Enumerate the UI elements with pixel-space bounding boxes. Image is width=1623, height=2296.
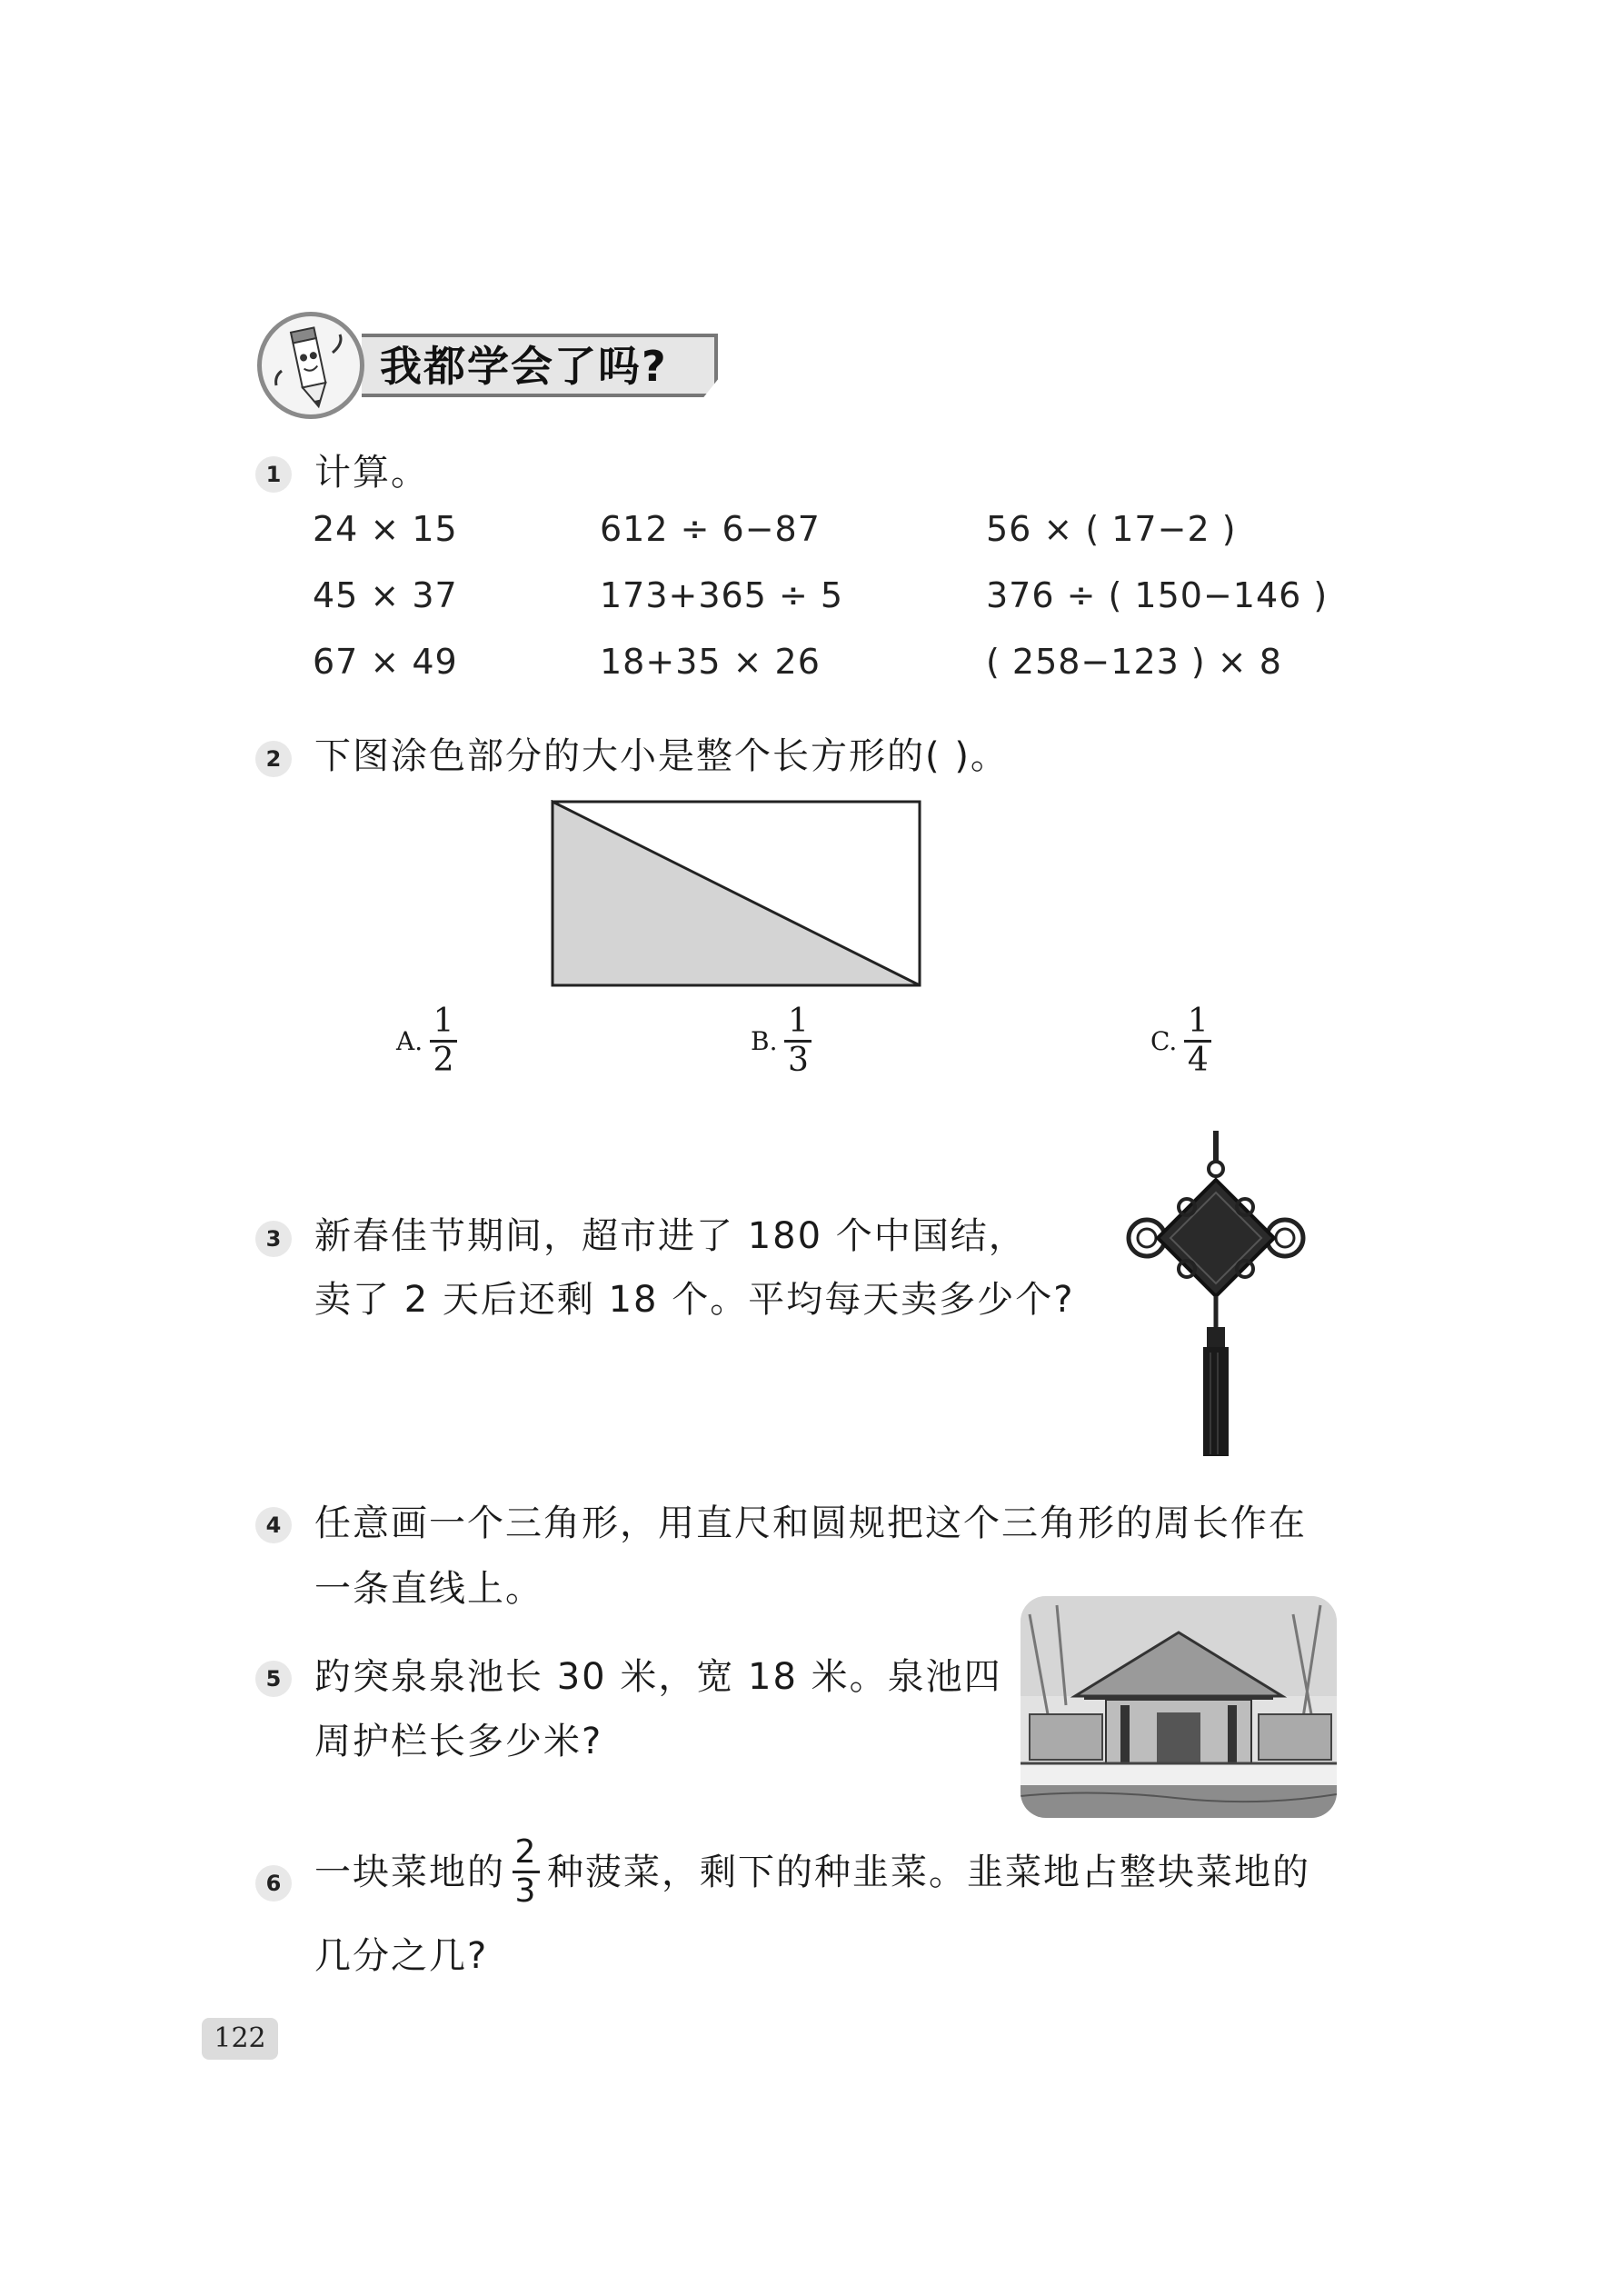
question-line: 新春佳节期间，超市进了 180 个中国结， bbox=[314, 1215, 1027, 1257]
question-number: 1 bbox=[255, 456, 292, 493]
calc-item: 56 × ( 17−2 ) bbox=[986, 509, 1237, 549]
option-b[interactable]: B. $\frac{1}{3}$ bbox=[751, 1003, 812, 1079]
option-fraction: $\frac{1}{3}$ bbox=[784, 1003, 812, 1079]
calc-item: 67 × 49 bbox=[313, 642, 458, 682]
shaded-rectangle-figure bbox=[551, 800, 923, 989]
calc-item: ( 258−123 ) × 8 bbox=[986, 642, 1282, 682]
question-number: 5 bbox=[255, 1661, 292, 1697]
question-line: 卖了 2 天后还剩 18 个。平均每天卖多少个? bbox=[314, 1279, 1075, 1321]
option-a[interactable]: A. $\frac{1}{2}$ bbox=[396, 1003, 457, 1079]
calc-item: 173+365 ÷ 5 bbox=[600, 575, 844, 615]
calc-item: 18+35 × 26 bbox=[600, 642, 821, 682]
calc-item: 24 × 15 bbox=[313, 509, 458, 549]
page-title: 我都学会了吗? bbox=[380, 342, 668, 391]
calc-item: 612 ÷ 6−87 bbox=[600, 509, 821, 549]
pencil-mascot-icon bbox=[262, 316, 360, 414]
question-line: 一条直线上。 bbox=[314, 1568, 543, 1610]
option-fraction: $\frac{1}{2}$ bbox=[430, 1003, 457, 1079]
mascot-badge bbox=[257, 312, 364, 419]
question-prompt: 下图涂色部分的大小是整个长方形的( )。 bbox=[314, 735, 1009, 777]
question-number: 3 bbox=[255, 1221, 292, 1257]
question-line: 几分之几? bbox=[314, 1935, 489, 1977]
calc-item: 45 × 37 bbox=[313, 575, 458, 615]
question-line: 趵突泉泉池长 30 米，宽 18 米。泉池四 bbox=[314, 1656, 1002, 1698]
question-number: 6 bbox=[255, 1865, 292, 1902]
pavilion-photo bbox=[1021, 1596, 1337, 1818]
question-line: 周护栏长多少米? bbox=[314, 1721, 603, 1762]
chinese-knot-icon bbox=[1116, 1127, 1316, 1463]
question-number: 4 bbox=[255, 1507, 292, 1543]
question-number: 2 bbox=[255, 741, 292, 777]
calc-item: 376 ÷ ( 150−146 ) bbox=[986, 575, 1329, 615]
question-prompt: 计算。 bbox=[314, 452, 429, 494]
question-line: 任意画一个三角形，用直尺和圆规把这个三角形的周长作在 bbox=[314, 1502, 1307, 1544]
page-number: 122 bbox=[202, 2018, 278, 2060]
fraction: $\frac{2}{3}$ bbox=[513, 1834, 540, 1910]
option-fraction: $\frac{1}{4}$ bbox=[1184, 1003, 1211, 1079]
option-c[interactable]: C. $\frac{1}{4}$ bbox=[1150, 1003, 1211, 1079]
question-line: 一块菜地的 $\frac{2}{3}$ 种菠菜，剩下的种韭菜。韭菜地占整块菜地的 bbox=[314, 1833, 1310, 1910]
